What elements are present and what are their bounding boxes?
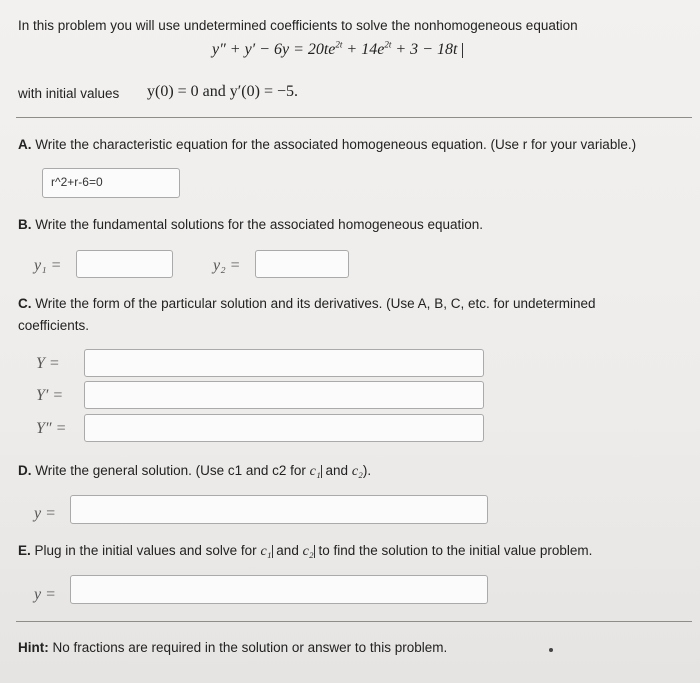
Y-prime-input[interactable] [84, 381, 484, 409]
y2-label: y₂ = [213, 257, 241, 274]
Y-prime-label: Y′ = [36, 387, 64, 404]
part-c-prompt: C. Write the form of the particular solution and its derivatives. (Use A, B, C, etc. for undetermined [18, 296, 596, 311]
part-e-prompt: E. Plug in the initial values and solve for c₁ and c₂ to find the solution to the initial value problem. [18, 543, 593, 559]
divider [16, 117, 692, 118]
general-solution-input[interactable] [70, 495, 488, 524]
ode-equation: $y'' + y' - 6y = 20te^{2t} + 14e^{2t} + 3 - 18t$ [212, 40, 463, 59]
part-b-prompt: B. Write the fundamental solutions for the associated homogeneous equation. [18, 217, 484, 232]
Y-double-prime-label: Y″ = [36, 420, 67, 437]
Y-input[interactable] [84, 349, 484, 377]
ivp-solution-label: y = [34, 586, 56, 603]
y1-label: y₁ = [34, 257, 62, 274]
divider [16, 621, 692, 622]
initial-values-label: with initial values [18, 86, 120, 101]
dot-icon [549, 648, 553, 652]
Y-double-prime-input[interactable] [84, 414, 484, 442]
intro-text: In this problem you will use undetermined coefficients to solve the nonhomogeneous equation [18, 18, 578, 33]
general-solution-label: y = [34, 505, 56, 522]
part-d-prompt: D. Write the general solution. (Use c1 and c2 for c₁ and c₂). [18, 463, 372, 479]
y1-input[interactable] [76, 250, 173, 278]
hint: Hint: No fractions are required in the solution or answer to this problem. [18, 640, 448, 655]
ivp-solution-input[interactable] [70, 575, 488, 604]
initial-conditions: y(0) = 0 and y′(0) = −5. [147, 83, 298, 100]
y2-input[interactable] [255, 250, 349, 278]
part-a-prompt: A. Write the characteristic equation for the associated homogeneous equation. (Use r for your variable.) [18, 137, 637, 152]
part-c-prompt-line2: coefficients. [18, 318, 90, 333]
characteristic-equation-input[interactable]: r^2+r-6=0 [42, 168, 180, 198]
Y-label: Y = [36, 355, 60, 372]
